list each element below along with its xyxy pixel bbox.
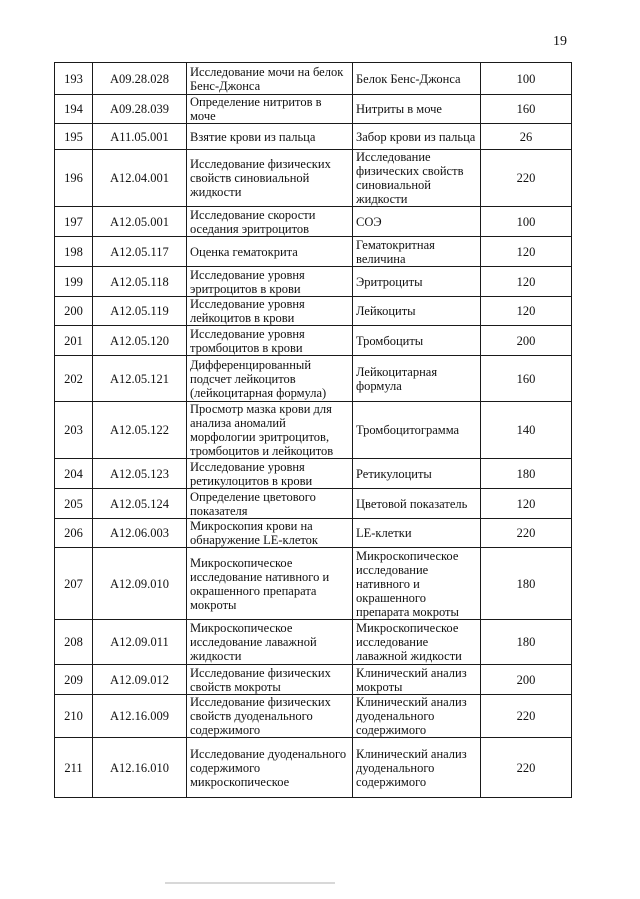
indicator-cell: Лейкоциты <box>353 297 481 326</box>
price-cell: 180 <box>481 459 572 489</box>
table-row <box>55 489 572 519</box>
service-code-cell: A12.05.122 <box>93 402 187 459</box>
service-code-cell: A12.05.117 <box>93 237 187 267</box>
price-cell: 100 <box>481 207 572 237</box>
row-number-cell: 201 <box>55 326 93 356</box>
service-name-cell: Исследование уровня лейкоцитов в крови <box>187 297 353 326</box>
table-row <box>55 267 572 297</box>
row-number-cell: 200 <box>55 297 93 326</box>
table-row <box>55 150 572 207</box>
service-code-cell: A12.05.123 <box>93 459 187 489</box>
row-number-cell: 207 <box>55 548 93 620</box>
price-cell: 180 <box>481 548 572 620</box>
row-number-cell: 199 <box>55 267 93 297</box>
service-name-cell: Исследование дуоденального содержимого микроскопическое <box>187 738 353 798</box>
table-row <box>55 297 572 326</box>
price-cell: 160 <box>481 356 572 402</box>
service-code-cell: A09.28.039 <box>93 95 187 124</box>
row-number-cell: 197 <box>55 207 93 237</box>
service-code-cell: A12.09.012 <box>93 665 187 695</box>
table-row <box>55 63 572 95</box>
service-name-cell: Исследование мочи на белок Бенс-Джонса <box>187 63 353 95</box>
service-code-cell: A11.05.001 <box>93 124 187 150</box>
row-number-cell: 198 <box>55 237 93 267</box>
price-cell: 180 <box>481 620 572 665</box>
table-row <box>55 356 572 402</box>
row-number-cell: 206 <box>55 519 93 548</box>
price-cell: 200 <box>481 665 572 695</box>
indicator-cell: СОЭ <box>353 207 481 237</box>
indicator-cell: LE-клетки <box>353 519 481 548</box>
indicator-cell: Эритроциты <box>353 267 481 297</box>
indicator-cell: Нитриты в моче <box>353 95 481 124</box>
row-number-cell: 210 <box>55 695 93 738</box>
price-cell: 120 <box>481 297 572 326</box>
indicator-cell: Тромбоцитограмма <box>353 402 481 459</box>
table-row <box>55 620 572 665</box>
price-cell: 120 <box>481 267 572 297</box>
indicator-cell: Микроскопическое исследование нативного и окрашенного препарата мокроты <box>353 548 481 620</box>
service-code-cell: A12.09.011 <box>93 620 187 665</box>
indicator-cell: Белок Бенс-Джонса <box>353 63 481 95</box>
service-code-cell: A12.09.010 <box>93 548 187 620</box>
table-row <box>55 402 572 459</box>
indicator-cell: Исследование физических свойств синовиальной жидкости <box>353 150 481 207</box>
row-number-cell: 195 <box>55 124 93 150</box>
price-cell: 160 <box>481 95 572 124</box>
row-number-cell: 202 <box>55 356 93 402</box>
service-code-cell: A12.04.001 <box>93 150 187 207</box>
service-name-cell: Взятие крови из пальца <box>187 124 353 150</box>
price-cell: 120 <box>481 489 572 519</box>
services-price-table <box>54 62 572 798</box>
table-row <box>55 95 572 124</box>
service-code-cell: A09.28.028 <box>93 63 187 95</box>
service-name-cell: Микроскопия крови на обнаружение LE-клеток <box>187 519 353 548</box>
service-name-cell: Микроскопическое исследование лаважной жидкости <box>187 620 353 665</box>
indicator-cell: Забор крови из пальца <box>353 124 481 150</box>
service-code-cell: A12.05.001 <box>93 207 187 237</box>
service-name-cell: Исследование физических свойств синовиальной жидкости <box>187 150 353 207</box>
service-name-cell: Определение нитритов в моче <box>187 95 353 124</box>
indicator-cell: Клинический анализ дуоденального содержимого <box>353 738 481 798</box>
service-name-cell: Оценка гематокрита <box>187 237 353 267</box>
row-number-cell: 193 <box>55 63 93 95</box>
indicator-cell: Тромбоциты <box>353 326 481 356</box>
price-cell: 220 <box>481 695 572 738</box>
indicator-cell: Гематокритная величина <box>353 237 481 267</box>
service-name-cell: Исследование уровня ретикулоцитов в крови <box>187 459 353 489</box>
service-code-cell: A12.06.003 <box>93 519 187 548</box>
price-cell: 220 <box>481 519 572 548</box>
service-name-cell: Определение цветового показателя <box>187 489 353 519</box>
table-row <box>55 326 572 356</box>
row-number-cell: 203 <box>55 402 93 459</box>
row-number-cell: 209 <box>55 665 93 695</box>
table-row <box>55 207 572 237</box>
service-name-cell: Дифференцированный подсчет лейкоцитов (лейкоцитарная формула) <box>187 356 353 402</box>
price-cell: 140 <box>481 402 572 459</box>
service-name-cell: Исследование уровня эритроцитов в крови <box>187 267 353 297</box>
table-row <box>55 237 572 267</box>
price-cell: 220 <box>481 738 572 798</box>
page-number: 19 <box>553 34 567 49</box>
service-name-cell: Исследование физических свойств мокроты <box>187 665 353 695</box>
row-number-cell: 208 <box>55 620 93 665</box>
row-number-cell: 211 <box>55 738 93 798</box>
price-cell: 200 <box>481 326 572 356</box>
service-name-cell: Исследование уровня тромбоцитов в крови <box>187 326 353 356</box>
price-cell: 220 <box>481 150 572 207</box>
indicator-cell: Лейкоцитарная формула <box>353 356 481 402</box>
table-row <box>55 459 572 489</box>
service-code-cell: A12.16.009 <box>93 695 187 738</box>
scan-mark <box>165 882 335 884</box>
price-cell: 26 <box>481 124 572 150</box>
service-name-cell: Исследование физических свойств дуоденального содержимого <box>187 695 353 738</box>
table-row <box>55 695 572 738</box>
service-code-cell: A12.05.119 <box>93 297 187 326</box>
indicator-cell: Ретикулоциты <box>353 459 481 489</box>
price-cell: 120 <box>481 237 572 267</box>
service-name-cell: Микроскопическое исследование нативного и окрашенного препарата мокроты <box>187 548 353 620</box>
service-code-cell: A12.05.124 <box>93 489 187 519</box>
row-number-cell: 204 <box>55 459 93 489</box>
service-name-cell: Исследование скорости оседания эритроцитов <box>187 207 353 237</box>
service-code-cell: A12.05.121 <box>93 356 187 402</box>
price-cell: 100 <box>481 63 572 95</box>
indicator-cell: Цветовой показатель <box>353 489 481 519</box>
indicator-cell: Микроскопическое исследование лаважной жидкости <box>353 620 481 665</box>
table-row <box>55 124 572 150</box>
table-row <box>55 665 572 695</box>
table-row <box>55 548 572 620</box>
service-name-cell: Просмотр мазка крови для анализа аномалий морфологии эритроцитов, тромбоцитов и лейкоцитов <box>187 402 353 459</box>
row-number-cell: 196 <box>55 150 93 207</box>
service-code-cell: A12.16.010 <box>93 738 187 798</box>
table-row <box>55 738 572 798</box>
indicator-cell: Клинический анализ дуоденального содержимого <box>353 695 481 738</box>
service-code-cell: A12.05.118 <box>93 267 187 297</box>
table-row <box>55 519 572 548</box>
service-code-cell: A12.05.120 <box>93 326 187 356</box>
row-number-cell: 205 <box>55 489 93 519</box>
table-body <box>55 63 572 798</box>
row-number-cell: 194 <box>55 95 93 124</box>
indicator-cell: Клинический анализ мокроты <box>353 665 481 695</box>
